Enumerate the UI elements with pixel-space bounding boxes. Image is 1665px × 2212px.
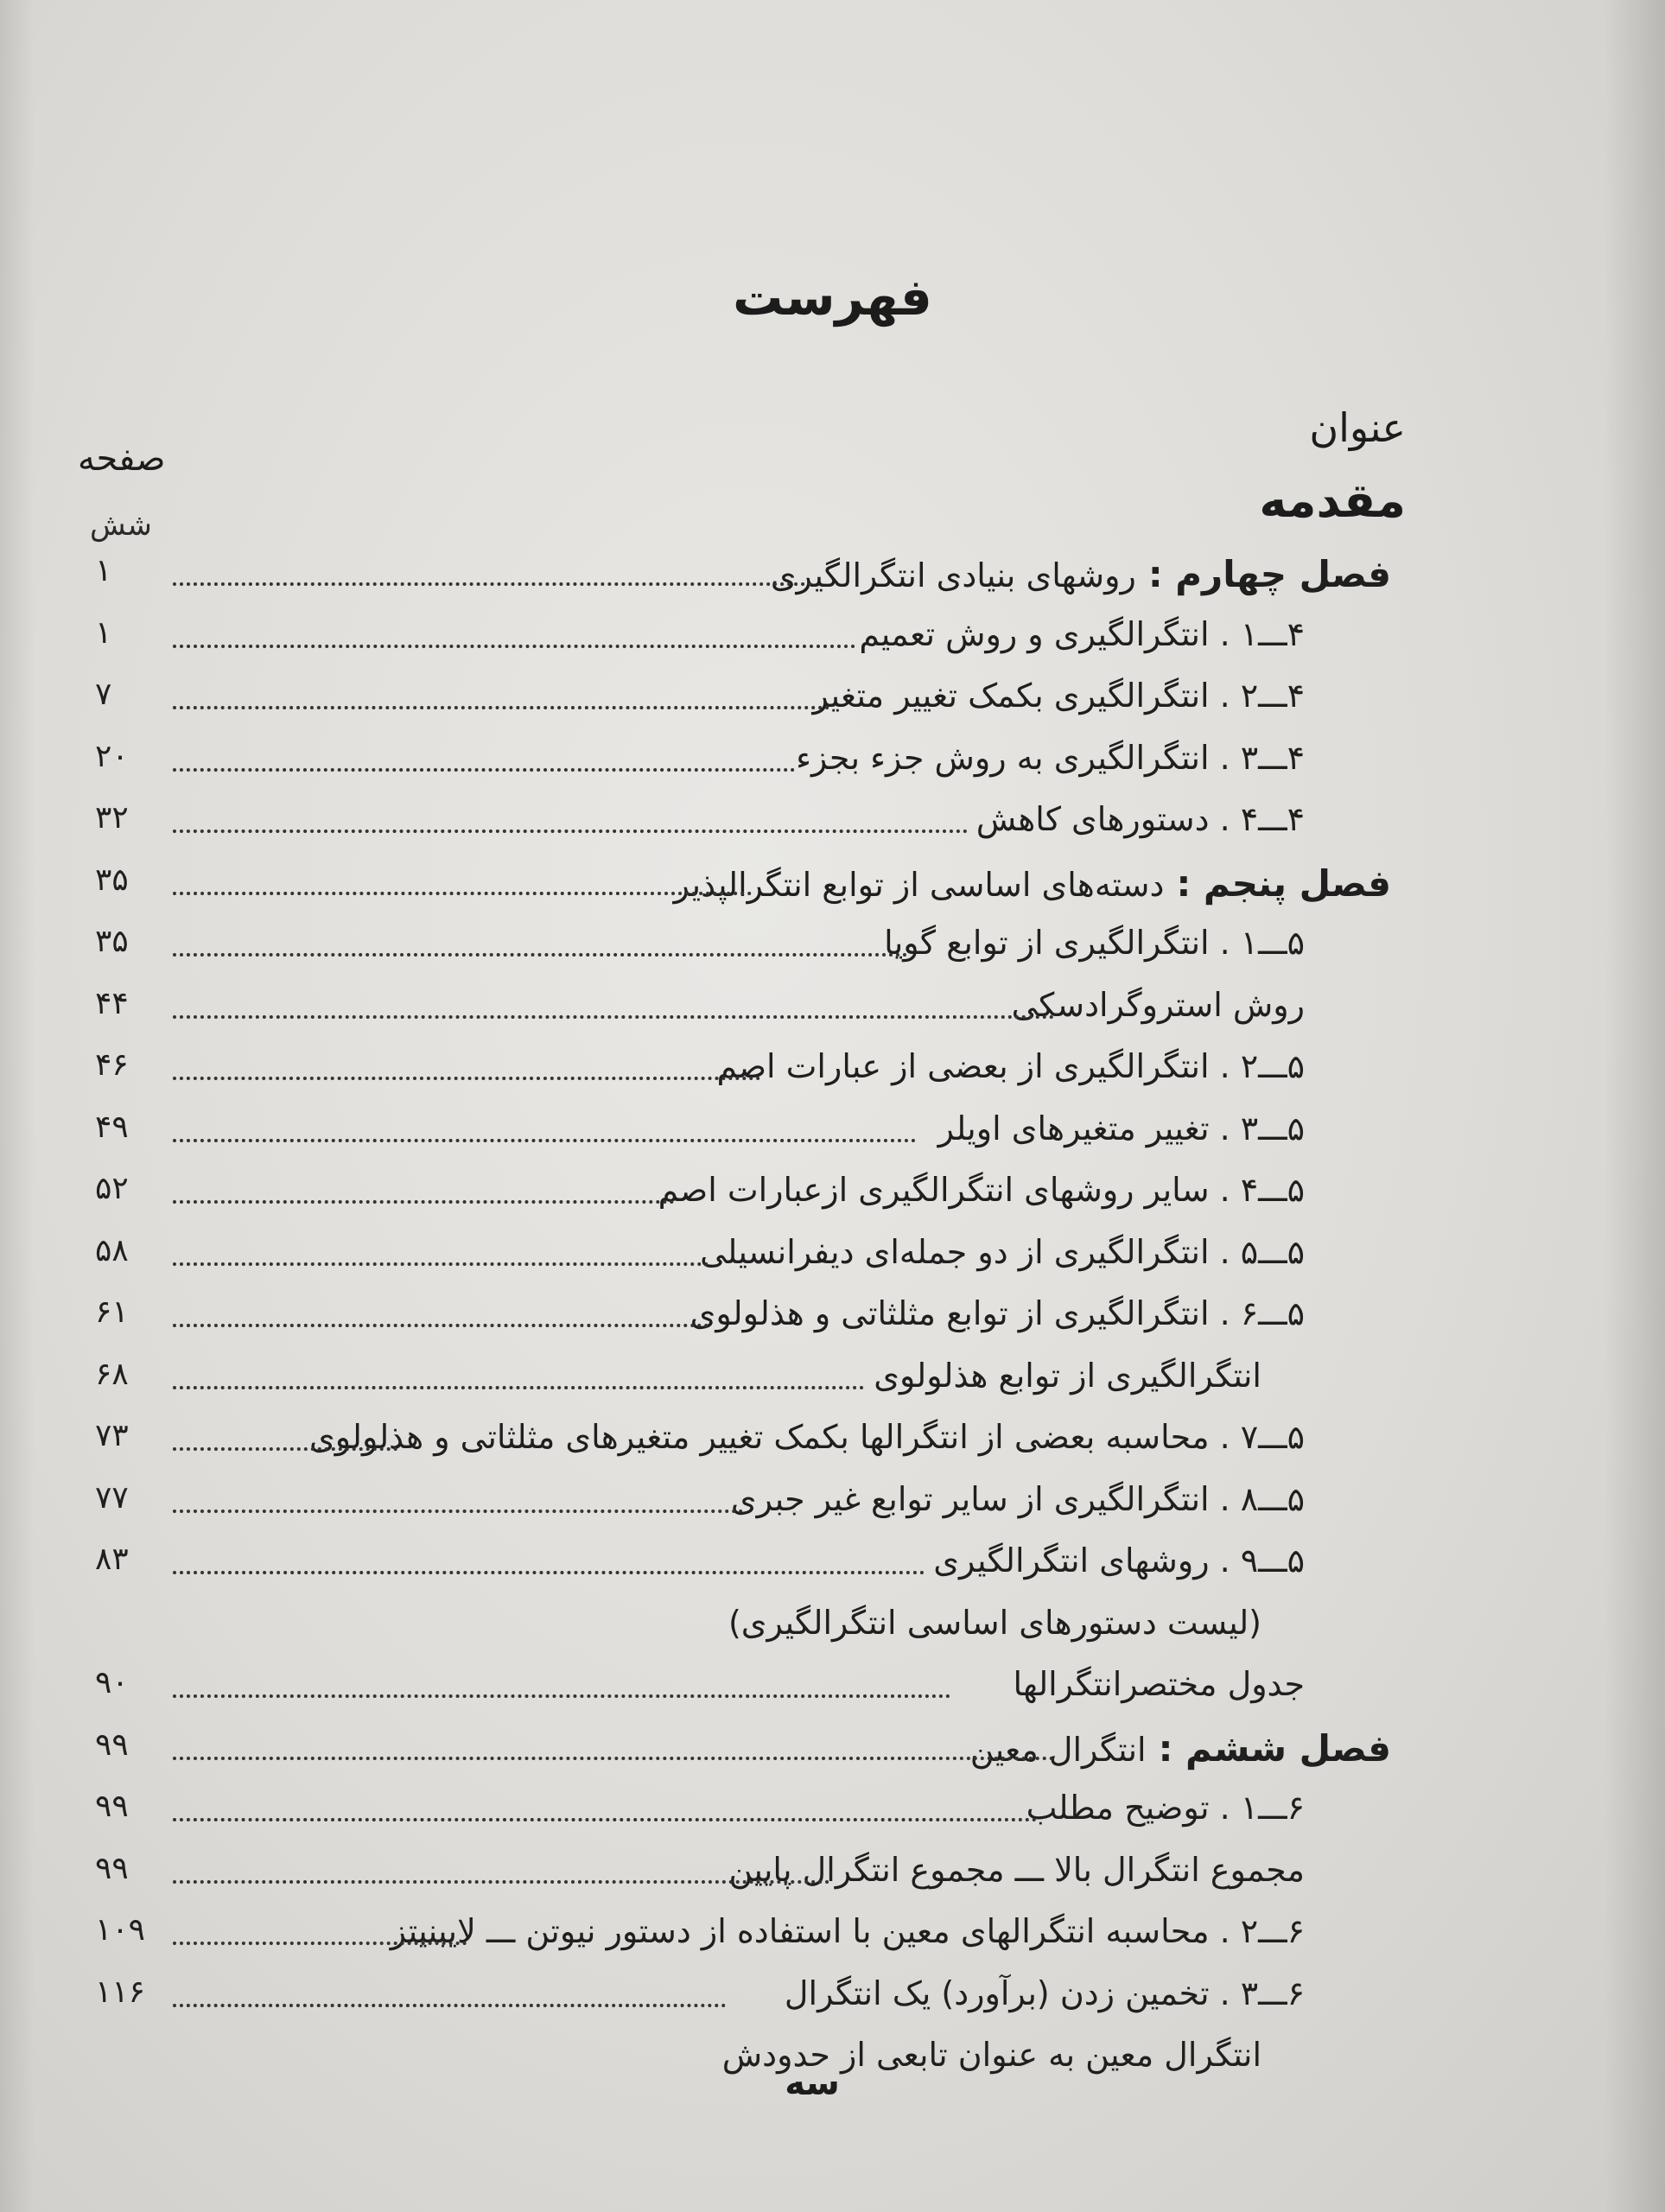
toc-entry xyxy=(309,1418,1305,1456)
toc-entry-text: روشهای بنیادی انتگرالگیری xyxy=(770,556,1136,594)
toc-entry xyxy=(771,553,1391,595)
page-title: فهرست xyxy=(733,268,932,327)
toc-page-number: ۶۱ xyxy=(95,1294,129,1330)
dot-leader xyxy=(173,562,812,586)
toc-entry-text: انتگرالگیری از دو جمله‌ای دیفرانسیلی xyxy=(700,1232,1210,1271)
toc-page-number: ۱ xyxy=(95,553,112,588)
toc-entry-text: محاسبه انتگرالهای معین با استفاده از دستور نیوتن ـــ لایبنیتز xyxy=(390,1912,1210,1950)
toc-page-number: ۳۵ xyxy=(95,861,129,898)
toc-entry xyxy=(674,862,1391,905)
dot-leader xyxy=(173,1736,1054,1760)
toc-entry-text: تخمین زدن (برآورد) یک انتگرال xyxy=(784,1974,1210,2012)
toc-row xyxy=(95,546,1391,608)
chapter-label: فصل چهارم : xyxy=(1147,553,1391,595)
toc-entry xyxy=(391,1912,1305,1950)
section-number: ۵ـــ۹ . xyxy=(1219,1541,1305,1580)
toc-page-number: ۴۶ xyxy=(95,1047,129,1083)
toc-entry xyxy=(658,1171,1305,1209)
toc-entry xyxy=(731,1480,1305,1518)
toc-entry-text: انتگرالگیری از سایر توابع غیر جبری xyxy=(730,1479,1210,1518)
toc-entry-text: انتگرال معین xyxy=(969,1730,1147,1769)
toc-page-number: ۹۹ xyxy=(95,1850,129,1886)
toc-entry-text: محاسبه بعضی از انتگرالها بکمک تغییر متغیرهای مثلثاتی و هذلولوی xyxy=(309,1418,1210,1456)
toc-page-number: ۸۳ xyxy=(95,1541,129,1577)
table-of-contents xyxy=(95,546,1391,2091)
toc-row xyxy=(95,1597,1391,1659)
toc-page-number: ۹۹ xyxy=(95,1726,129,1763)
toc-page-number: ۷۷ xyxy=(95,1479,129,1516)
chapter-label: فصل پنجم : xyxy=(1176,861,1391,905)
section-number: ۵ـــ۵ . xyxy=(1219,1232,1305,1271)
toc-row xyxy=(95,1040,1391,1103)
toc-entry xyxy=(1013,1665,1305,1703)
toc-row xyxy=(95,670,1391,732)
toc-entry xyxy=(700,1233,1305,1271)
toc-entry-text: دستورهای کاهش xyxy=(975,800,1210,838)
toc-page-number: ۷۳ xyxy=(95,1418,129,1453)
section-number: ۵ـــ۶ . xyxy=(1219,1294,1305,1332)
toc-entry xyxy=(938,1109,1305,1147)
toc-row xyxy=(95,1658,1391,1720)
toc-entry-text: تغییر متغیرهای اویلر xyxy=(937,1109,1210,1147)
dot-leader xyxy=(173,1983,726,2007)
toc-entry xyxy=(859,615,1305,653)
toc-row xyxy=(95,1103,1391,1165)
dot-leader xyxy=(173,1427,397,1451)
toc-row xyxy=(95,1844,1391,1906)
toc-entry xyxy=(813,677,1305,715)
section-number: ۶ـــ۳ . xyxy=(1219,1974,1305,2012)
toc-page-number: ۳۵ xyxy=(95,924,129,959)
section-number: ۵ـــ۳ . xyxy=(1219,1109,1305,1147)
dot-leader xyxy=(173,747,795,772)
section-number: ۵ـــ۸ . xyxy=(1219,1479,1305,1518)
section-number: ۴ـــ۱ . xyxy=(1219,614,1305,653)
toc-entry xyxy=(1012,986,1305,1024)
dot-leader xyxy=(173,1118,916,1142)
dot-leader xyxy=(173,1674,950,1698)
toc-entry-text: انتگرال معین به عنوان تابعی از حدودش xyxy=(721,2036,1261,2074)
toc-page-number: ۷ xyxy=(95,677,112,712)
toc-entry xyxy=(1026,1789,1305,1827)
page-shadow-left xyxy=(0,0,35,2212)
toc-entry-text: (لیست دستورهای اساسی انتگرالگیری) xyxy=(728,1603,1261,1642)
toc-entry-text: مجموع انتگرال بالا ـــ مجموع انتگرال پایین xyxy=(728,1850,1305,1889)
toc-entry-text: جدول مختصرانتگرالها xyxy=(1013,1665,1305,1703)
page-shadow-right xyxy=(1605,0,1665,2212)
section-number: ۵ـــ۷ . xyxy=(1219,1418,1305,1456)
toc-page-number: ۵۸ xyxy=(95,1232,129,1268)
dot-leader xyxy=(173,1303,709,1327)
toc-page-number: ۳۲ xyxy=(95,800,129,836)
toc-entry-text: انتگرالگیری از توابع مثلثاتی و هذلولوی xyxy=(690,1294,1210,1332)
toc-row xyxy=(95,1967,1391,2030)
toc-entry-text: انتگرالگیری و روش تعمیم xyxy=(859,614,1210,653)
dot-leader xyxy=(173,932,907,957)
dot-leader xyxy=(173,1242,709,1266)
dot-leader xyxy=(173,1056,760,1080)
toc-page-number: ۴۹ xyxy=(95,1109,129,1145)
dot-leader xyxy=(173,1859,829,1884)
toc-entry xyxy=(728,1604,1261,1642)
toc-page-number: ۶۸ xyxy=(95,1356,129,1392)
toc-entry-text: دسته‌های اساسی از توابع انتگرالپذیر xyxy=(673,865,1165,904)
page-number-footer: سه xyxy=(785,2063,840,2103)
dot-leader xyxy=(173,871,752,895)
toc-row xyxy=(95,1226,1391,1288)
toc-page-number: ۹۰ xyxy=(95,1665,129,1700)
section-number: ۴ـــ۲ . xyxy=(1219,677,1305,715)
toc-page-number: ۲۰ xyxy=(95,738,129,774)
toc-entry-text: سایر روشهای انتگرالگیری ازعبارات اصم xyxy=(658,1171,1210,1209)
toc-entry-text: روشهای انتگرالگیری xyxy=(933,1541,1210,1580)
toc-page-number: ۱۰۹ xyxy=(95,1912,146,1948)
toc-entry xyxy=(690,1294,1305,1332)
toc-entry-text: روش استروگرادسکی xyxy=(1011,985,1305,1024)
dot-leader xyxy=(173,1179,674,1204)
section-number: ۶ـــ۱ . xyxy=(1219,1789,1305,1827)
section-number: ۵ـــ۲ . xyxy=(1219,1047,1305,1085)
toc-row xyxy=(95,1535,1391,1597)
intro-page-number: شش xyxy=(90,508,152,543)
section-number: ۴ـــ۴ . xyxy=(1219,800,1305,838)
toc-row xyxy=(95,1720,1391,1783)
intro-label: مقدمه xyxy=(1259,474,1406,528)
toc-page-number: ۹۹ xyxy=(95,1789,129,1824)
toc-entry xyxy=(933,1541,1305,1580)
toc-entry-text: انتگرالگیری به روش جزء بجزء xyxy=(796,738,1210,777)
dot-leader xyxy=(173,1550,925,1574)
chapter-label: فصل ششم : xyxy=(1158,1726,1391,1770)
page-column-header: صفحه xyxy=(78,439,166,479)
dot-leader xyxy=(173,1365,864,1389)
toc-entry-text: انتگرالگیری از توابع هذلولوی xyxy=(874,1356,1261,1395)
section-number: ۴ـــ۳ . xyxy=(1219,738,1305,777)
toc-page-number: ۱ xyxy=(95,614,112,651)
dot-leader xyxy=(173,624,855,648)
toc-entry-text: انتگرالگیری از بعضی از عبارات اصم xyxy=(716,1047,1210,1085)
toc-row xyxy=(95,732,1391,794)
toc-entry xyxy=(976,800,1305,838)
dot-leader xyxy=(173,809,968,833)
section-number: ۵ـــ۴ . xyxy=(1219,1171,1305,1209)
toc-entry-text: انتگرالگیری بکمک تغییر متغیر xyxy=(812,677,1210,715)
toc-entry xyxy=(874,1357,1261,1395)
toc-entry-text: توضیح مطلب xyxy=(1026,1789,1210,1827)
toc-entry xyxy=(884,924,1305,962)
toc-row xyxy=(95,1411,1391,1473)
toc-row xyxy=(95,1473,1391,1535)
dot-leader xyxy=(173,1489,743,1513)
toc-row xyxy=(95,979,1391,1041)
toc-entry xyxy=(796,739,1305,777)
toc-row xyxy=(95,855,1391,918)
toc-row xyxy=(95,1287,1391,1350)
toc-row xyxy=(95,1782,1391,1844)
title-column-header: عنوان xyxy=(1309,404,1406,451)
dot-leader xyxy=(173,685,829,709)
dot-leader xyxy=(173,1921,467,1945)
section-number: ۶ـــ۲ . xyxy=(1219,1912,1305,1950)
toc-row xyxy=(95,1905,1391,1967)
toc-page-number: ۴۴ xyxy=(95,985,129,1021)
toc-page-number: ۵۲ xyxy=(95,1171,129,1206)
toc-entry xyxy=(716,1047,1305,1085)
toc-row xyxy=(95,793,1391,855)
toc-row xyxy=(95,1350,1391,1412)
toc-row xyxy=(95,917,1391,979)
toc-page-number: ۱۱۶ xyxy=(95,1974,146,2010)
toc-row xyxy=(95,608,1391,671)
dot-leader xyxy=(173,1797,1037,1821)
toc-row xyxy=(95,1164,1391,1226)
dot-leader xyxy=(173,995,1054,1019)
section-number: ۵ـــ۱ . xyxy=(1219,924,1305,962)
toc-entry xyxy=(785,1974,1305,2012)
toc-entry-text: انتگرالگیری از توابع گویا xyxy=(884,924,1210,962)
